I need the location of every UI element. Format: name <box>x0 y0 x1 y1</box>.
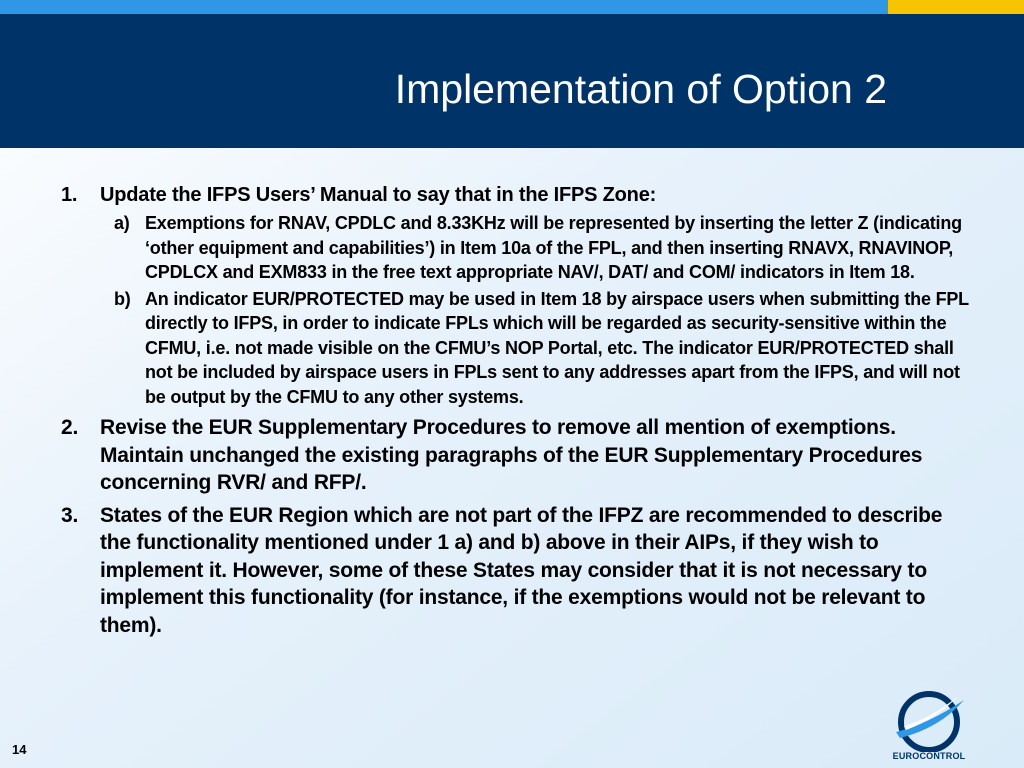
top-blue-strip <box>0 0 888 14</box>
sub-item-text: An indicator EUR/PROTECTED may be used in Item 18 by airspace users when submitting the FPL directly to IFPS, in order to indicate FPLs which will be regarded as security-sensitive within the CFMU, i.e. not made visible on the CFMU’s NOP Portal, etc. The indicator EUR/PROTECTED shall not be included by airspace users in FPLs sent to any addresses apart from the IFPS, and will not be output by the CFMU to any other systems. <box>145 288 969 407</box>
top-yellow-accent <box>888 0 1024 14</box>
list-item-3 <box>58 502 978 640</box>
eurocontrol-emblem-icon <box>888 688 970 752</box>
sub-item-a <box>58 211 978 285</box>
list-item-text: States of the EUR Region which are not part of the IFPZ are recommended to describe the functionality mentioned under 1 a) and b) above in their AIPs, if they wish to implement it. However, some of these States may consider that it is not necessary to implement this functionality (for instance, if the exemptions would not be relevant to them). <box>100 503 943 637</box>
sub-item-marker: b) <box>114 288 131 309</box>
sub-item-text: Exemptions for RNAV, CPDLC and 8.33KHz will be represented by inserting the letter Z (indicating ‘other equipment and capabilities’) in Item 10a of the FPL, and then inserting RNAVX, RNAVINOP, CPDLCX and EXM833 in the free text appropriate NAV/, DAT/ and COM/ indicators in Item 18. <box>145 213 962 282</box>
slide-title: Implementation of Option 2 <box>394 66 887 112</box>
sub-item-b <box>58 287 978 410</box>
list-item-text: Revise the EUR Supplementary Procedures to remove all mention of exemptions. Maintain unchanged the existing paragraphs of the EUR Supplementary Procedures concerning RVR/ and RFP/. <box>100 416 923 494</box>
list-item-1 <box>58 182 978 209</box>
title-bar <box>0 14 1024 148</box>
list-marker: 1. <box>61 184 78 206</box>
slide-number: 14 <box>12 742 27 757</box>
logo-wordmark: EUROCONTROL <box>892 751 966 761</box>
slide-body <box>58 182 978 639</box>
list-item-2 <box>58 414 978 497</box>
list-marker: 2. <box>61 416 79 439</box>
sub-item-marker: a) <box>114 213 130 233</box>
eurocontrol-logo <box>888 688 970 764</box>
list-item-text: Update the IFPS Users’ Manual to say that in the IFPS Zone: <box>100 184 657 206</box>
list-marker: 3. <box>61 503 79 527</box>
